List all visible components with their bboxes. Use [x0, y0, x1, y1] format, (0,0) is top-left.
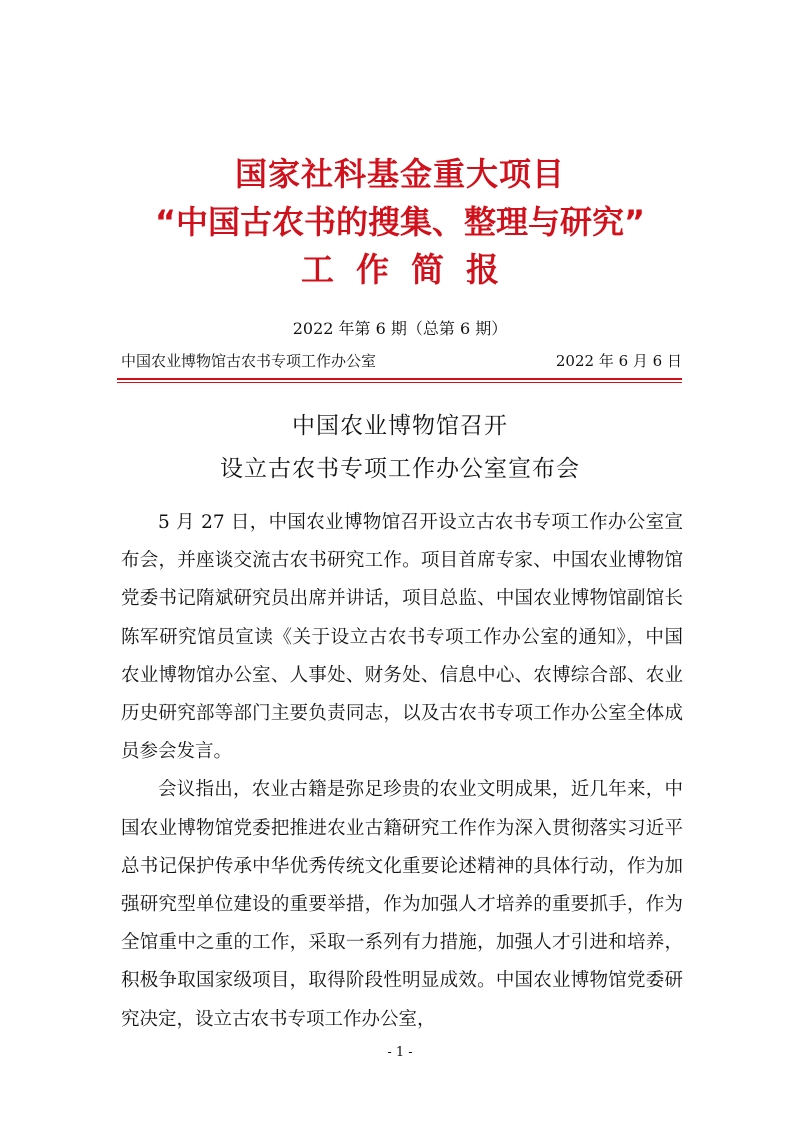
article-headline-line-2: 设立古农书专项工作办公室宣布会	[220, 456, 580, 482]
masthead-line-1: 国家社科基金重大项目	[234, 155, 565, 193]
red-divider-thin	[117, 382, 682, 383]
meta-row	[121, 350, 682, 372]
masthead-line-2: “中国古农书的搜集、整理与研究”	[154, 203, 646, 241]
article-body	[121, 504, 683, 1039]
article-headline-line-1: 中国农业博物馆召开	[292, 413, 508, 439]
issuing-office: 中国农业博物馆古农书专项工作办公室	[121, 352, 377, 370]
issue-date: 2022 年 6 月 6 日	[555, 352, 682, 370]
paragraph: 会议指出，农业古籍是弥足珍贵的农业文明成果，近几年来，中国农业博物馆党委把推进农业古籍研究工作作为深入贯彻落实习近平总书记保护传承中华优秀传统文化重要论述精神的具体行动，作为加强研究型单位建设的重要举措，作为加强人才培养的重要抓手，作为全馆重中之重的工作，采取一系列有力措施，加强人才引进和培养，积极争取国家级项目，取得阶段性明显成效。中国农业博物馆党委研究决定，设立古农书专项工作办公室，	[121, 779, 683, 1030]
masthead-line-3: 工作简报	[301, 250, 521, 289]
page-number: - 1 -	[387, 1045, 413, 1060]
red-divider-thick	[117, 378, 682, 380]
paragraph: 5 月 27 日，中国农业博物馆召开设立古农书专项工作办公室宣布会，并座谈交流古农书研究工作。项目首席专家、中国农业博物馆党委书记隋斌研究员出席并讲话，项目总监、中国农业博物馆副馆长陈军研究馆员宣读《关于设立古农书专项工作办公室的通知》，中国农业博物馆办公室、人事处、财务处、信息中心、农博综合部、农业历史研究部等部门主要负责同志，以及古农书专项工作办公室全体成员参会发言。	[121, 512, 683, 763]
issue-number: 2022 年第 6 期（总第 6 期）	[292, 319, 508, 338]
